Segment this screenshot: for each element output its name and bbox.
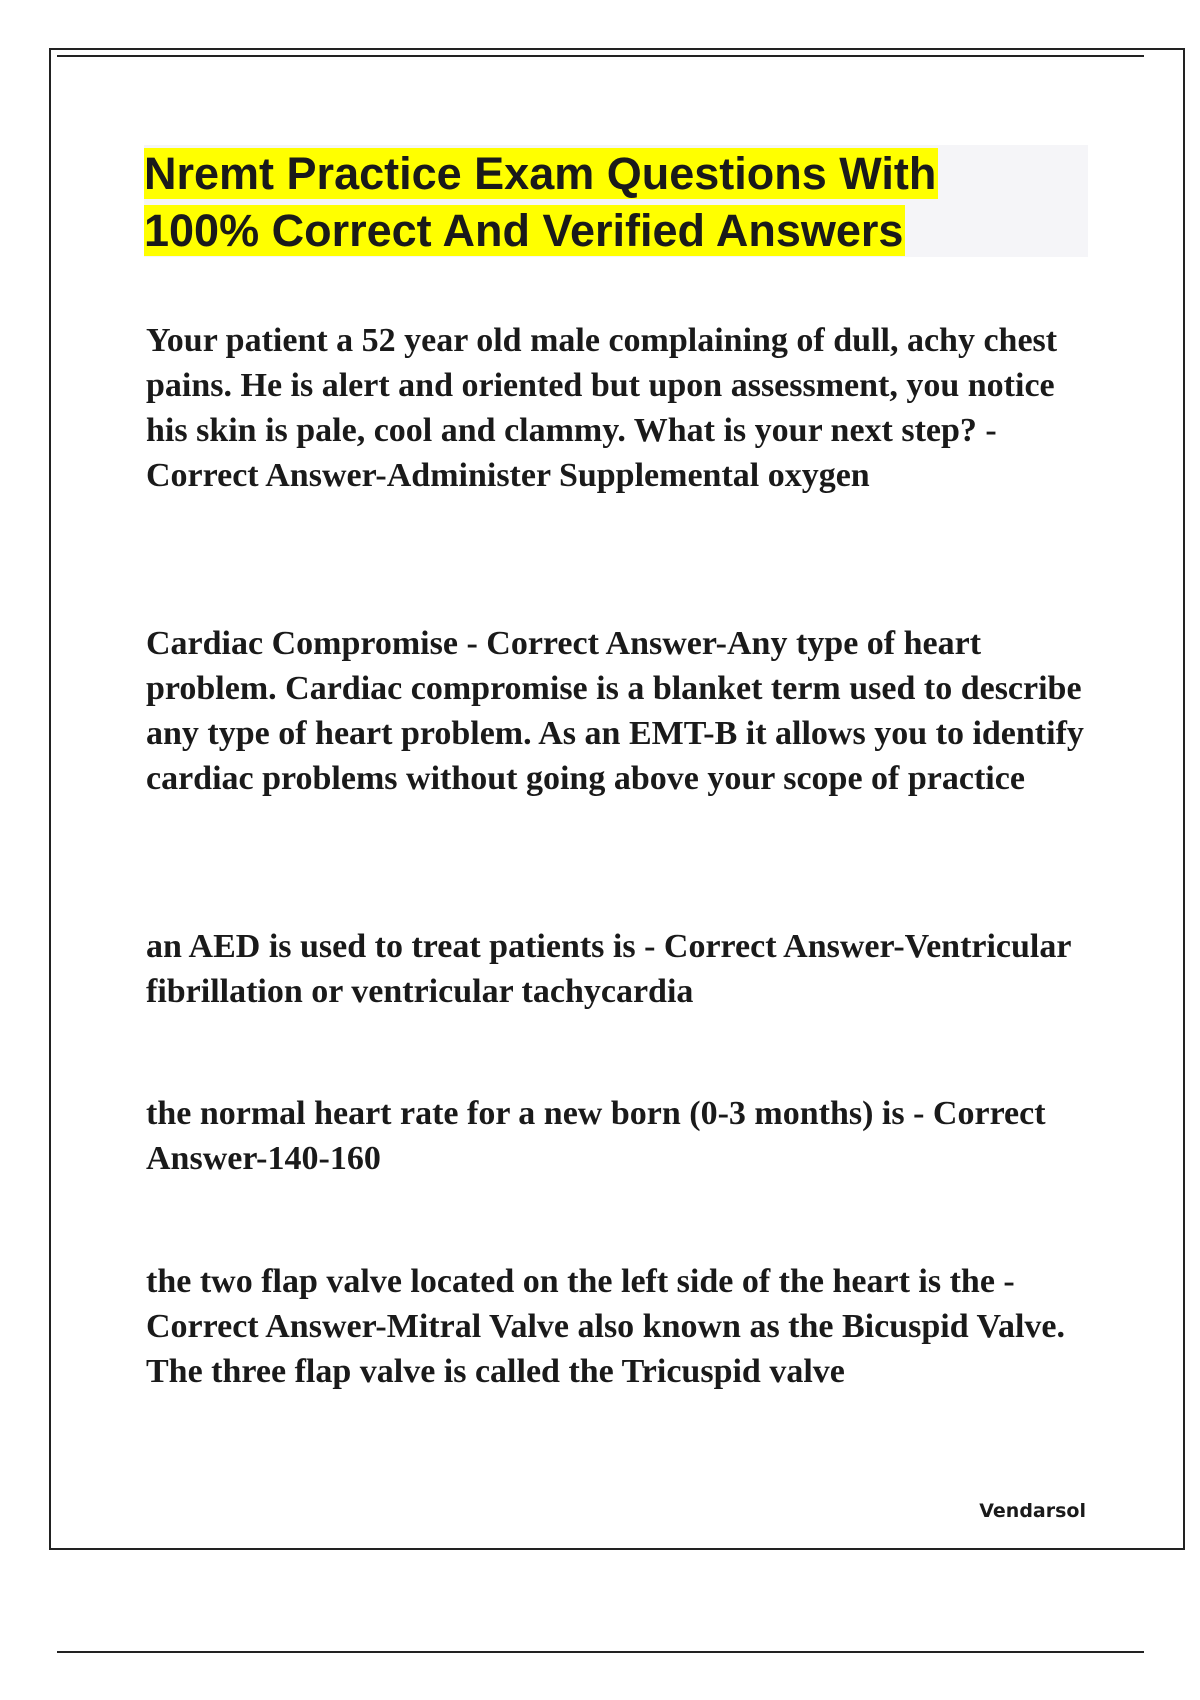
qa-item: Your patient a 52 year old male complaining of dull, achy chest pains. He is alert and oriented but upon assessment, you notice his skin is pale, cool and clammy. What is your next step? - Correct Answer-Administer Supplemental oxygen: [146, 322, 1058, 494]
qa-item: Cardiac Compromise - Correct Answer-Any type of heart problem. Cardiac compromise is a blanket term used to describe any type of heart problem. As an EMT-B it allows you to identify cardiac problems without going above your scope of practice: [146, 625, 1084, 797]
qa-item: the two flap valve located on the left side of the heart is the - Correct Answer-Mitral Valve also known as the Bicuspid Valve. The three flap valve is called the Tricuspid valve: [146, 1263, 1065, 1390]
qa-item: the normal heart rate for a new born (0-3 months) is - Correct Answer-140-160: [146, 1095, 1046, 1177]
document-title: [144, 145, 1088, 259]
qa-item: an AED is used to treat patients is - Correct Answer-Ventricular fibrillation or ventricular tachycardia: [146, 928, 1071, 1010]
title-block: [144, 145, 1088, 257]
bottom-divider: [57, 1651, 1144, 1653]
title-line-2: 100% Correct And Verified Answers: [144, 205, 904, 256]
title-line-1: Nremt Practice Exam Questions With: [144, 148, 937, 199]
footer-brand: Vendarsol: [979, 1500, 1086, 1522]
